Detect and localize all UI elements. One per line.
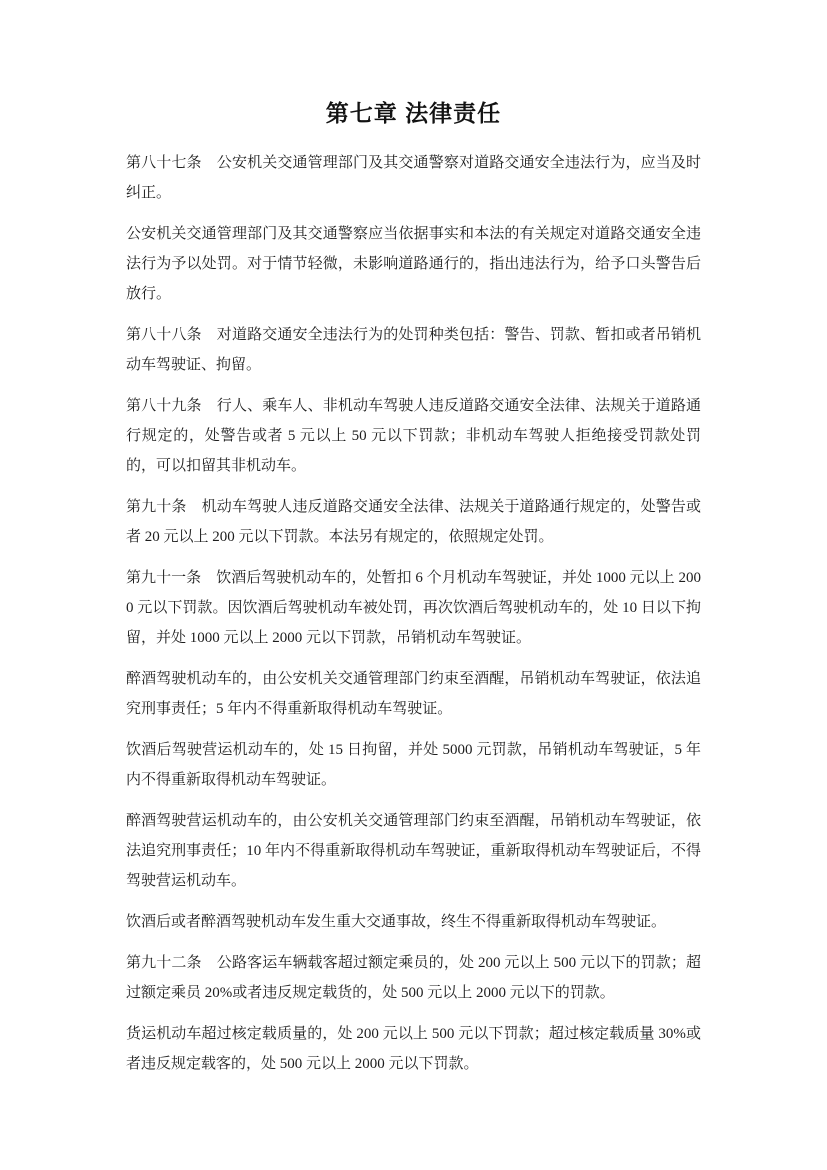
paragraph-article-91-part-3: 饮酒后驾驶营运机动车的，处 15 日拘留，并处 5000 元罚款，吊销机动车驾驶证，5 年内不得重新取得机动车驾驶证。 — [126, 742, 701, 788]
paragraph-article-91: 第九十一条 饮酒后驾驶机动车的，处暂扣 6 个月机动车驾驶证，并处 1000 元以上 2000 元以下罚款。因饮酒后驾驶机动车被处罚，再次饮酒后驾驶机动车的，处 10 日以下拘留，并处 1000 元以上 2000 元以下罚款，吊销机动车驾驶证。 — [126, 570, 701, 646]
paragraph-article-89: 第八十九条 行人、乘车人、非机动车驾驶人违反道路交通安全法律、法规关于道路通行规定的，处警告或者 5 元以上 50 元以下罚款；非机动车驾驶人拒绝接受罚款处罚的，可以扣留其非机动车。 — [126, 398, 701, 474]
paragraph-article-92-part-2: 货运机动车超过核定载质量的，处 200 元以上 500 元以下罚款；超过核定载质量 30%或者违反规定载客的，处 500 元以上 2000 元以下罚款。 — [126, 1026, 701, 1072]
chapter-title: 第七章 法律责任 — [325, 100, 502, 126]
paragraph-article-91-part-2: 醉酒驾驶机动车的，由公安机关交通管理部门约束至酒醒，吊销机动车驾驶证，依法追究刑事责任；5 年内不得重新取得机动车驾驶证。 — [126, 671, 701, 717]
paragraph-article-87-part-2: 公安机关交通管理部门及其交通警察应当依据事实和本法的有关规定对道路交通安全违法行为予以处罚。对于情节轻微，未影响道路通行的，指出违法行为，给予口头警告后放行。 — [126, 226, 701, 302]
paragraph-article-87: 第八十七条 公安机关交通管理部门及其交通警察对道路交通安全违法行为，应当及时纠正。 — [126, 155, 701, 201]
paragraph-article-90: 第九十条 机动车驾驶人违反道路交通安全法律、法规关于道路通行规定的，处警告或者 20 元以上 200 元以下罚款。本法另有规定的，依照规定处罚。 — [126, 499, 701, 545]
paragraph-article-92: 第九十二条 公路客运车辆载客超过额定乘员的，处 200 元以上 500 元以下的罚款；超过额定乘员 20%或者违反规定载货的，处 500 元以上 2000 元以下的罚款。 — [126, 955, 701, 1001]
paragraph-article-91-part-5: 饮酒后或者醉酒驾驶机动车发生重大交通事故，终生不得重新取得机动车驾驶证。 — [126, 914, 667, 930]
paragraph-article-91-part-4: 醉酒驾驶营运机动车的，由公安机关交通管理部门约束至酒醒，吊销机动车驾驶证，依法追究刑事责任；10 年内不得重新取得机动车驾驶证，重新取得机动车驾驶证后，不得驾驶营运机动车。 — [126, 813, 701, 889]
document-body — [126, 148, 701, 1079]
paragraph-article-88: 第八十八条 对道路交通安全违法行为的处罚种类包括：警告、罚款、暂扣或者吊销机动车驾驶证、拘留。 — [126, 327, 701, 373]
